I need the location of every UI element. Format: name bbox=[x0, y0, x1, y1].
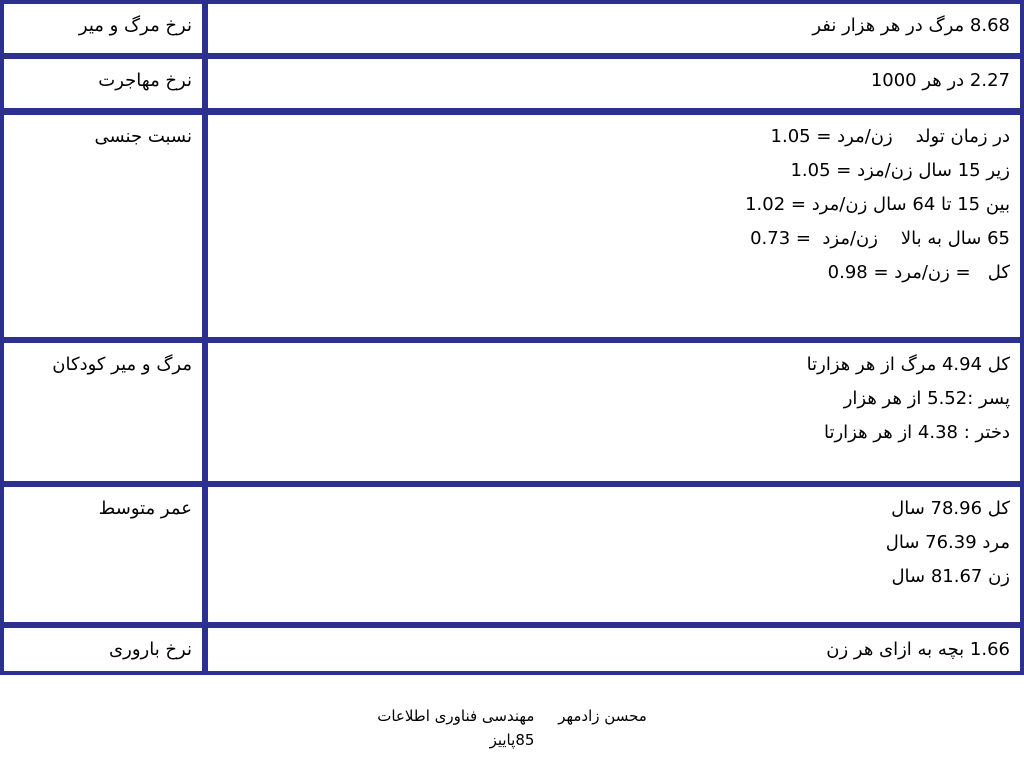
label-text: نرخ باروری bbox=[109, 639, 192, 660]
row-label-sex-ratio bbox=[4, 115, 202, 337]
row-label-infant-mortality bbox=[4, 343, 202, 481]
value-line: کل 4.94 مرگ از هر هزارتا bbox=[806, 354, 1010, 375]
value-line: 1.66 بچه به ازای هر زن bbox=[826, 639, 1010, 660]
footer bbox=[0, 704, 1024, 752]
footer-author: محسن زادمهر مهندسی فناوری اطلاعات bbox=[377, 707, 647, 725]
value-line: زن 81.67 سال bbox=[891, 566, 1010, 587]
row-value-migration-rate bbox=[208, 59, 1020, 108]
value-line: کل = زن/مرد = 0.98 bbox=[827, 262, 1010, 283]
value-line: 2.27 در هر 1000 bbox=[870, 70, 1010, 91]
row-value-life-expectancy bbox=[208, 487, 1020, 622]
value-line: 8.68 مرگ در هر هزار نفر bbox=[812, 15, 1010, 36]
label-text: مرگ و میر کودکان bbox=[52, 354, 192, 375]
label-text: عمر متوسط bbox=[98, 498, 192, 519]
value-line: بین 15 تا 64 سال زن/مرد = 1.02 bbox=[745, 194, 1010, 215]
row-value-fertility-rate bbox=[208, 628, 1020, 671]
row-label-life-expectancy bbox=[4, 487, 202, 622]
label-text: نسبت جنسی bbox=[94, 126, 192, 147]
row-label-fertility-rate bbox=[4, 628, 202, 671]
row-value-mortality-rate bbox=[208, 4, 1020, 53]
value-line: دختر : 4.38 از هر هزارتا bbox=[824, 422, 1010, 443]
row-label-migration-rate bbox=[4, 59, 202, 108]
value-line: در زمان تولد زن/مرد = 1.05 bbox=[770, 126, 1010, 147]
footer-date: 85پاییز bbox=[489, 731, 535, 749]
value-line: مرد 76.39 سال bbox=[885, 532, 1010, 553]
label-text: نرخ مهاجرت bbox=[98, 70, 192, 91]
row-value-sex-ratio bbox=[208, 115, 1020, 337]
label-text: نرخ مرگ و میر bbox=[78, 15, 192, 36]
value-line: 65 سال به بالا زن/مزد = 0.73 bbox=[750, 228, 1010, 249]
row-value-infant-mortality bbox=[208, 343, 1020, 481]
value-line: پسر :5.52 از هر هزار bbox=[843, 388, 1010, 409]
row-label-mortality-rate bbox=[4, 4, 202, 53]
value-line: زیر 15 سال زن/مزد = 1.05 bbox=[790, 160, 1010, 181]
value-line: کل 78.96 سال bbox=[891, 498, 1010, 519]
